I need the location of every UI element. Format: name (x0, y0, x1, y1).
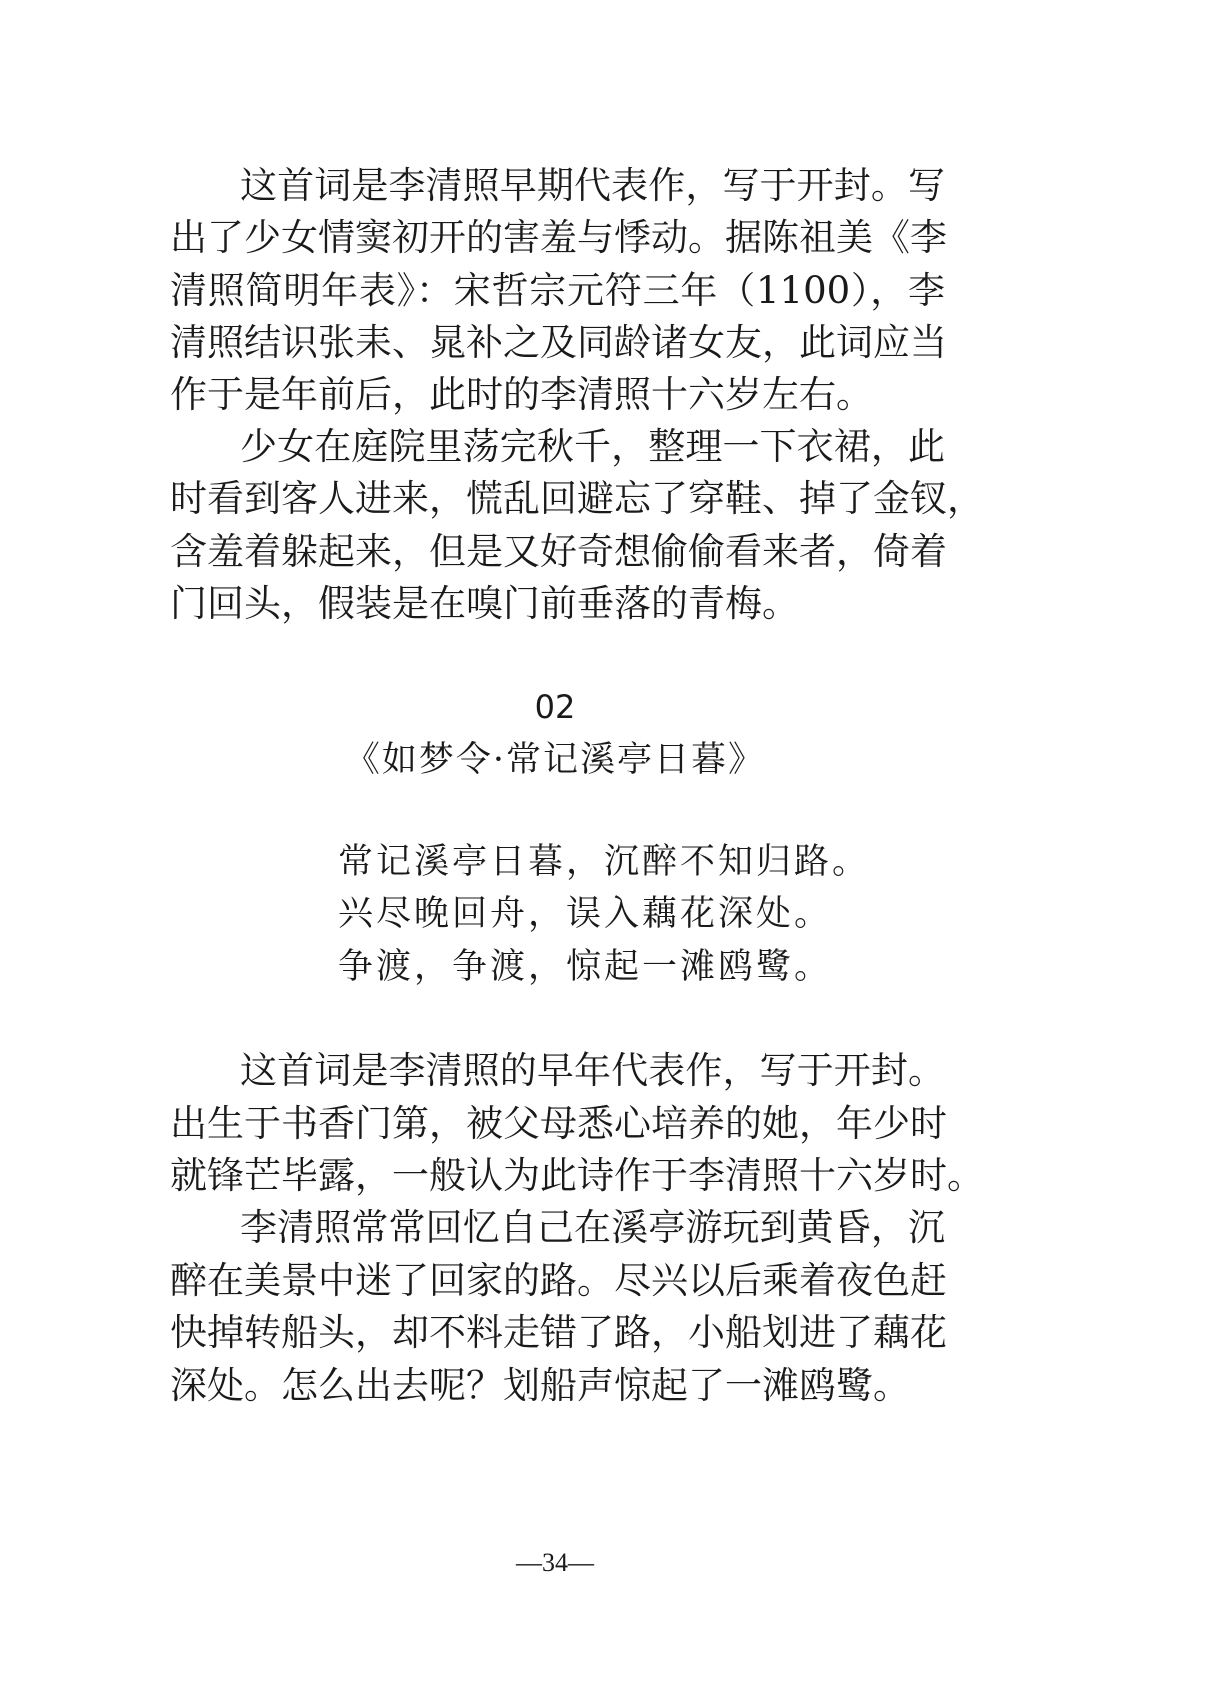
section-number: 02 (534, 688, 576, 726)
text-line: 醉在美景中迷了回家的路。尽兴以后乘着夜色赶 (170, 1259, 947, 1302)
text-line: 门回头，假装是在嗅门前垂落的青梅。 (170, 582, 799, 625)
text-line: 快掉转船头，却不料走错了路，小船划进了藕花 (170, 1311, 947, 1354)
text-line: 清照结识张耒、晁补之及同龄诸女友，此词应当 (170, 321, 947, 364)
text-line: 作于是年前后，此时的李清照十六岁左右。 (170, 373, 873, 416)
text-line: 这首词是李清照的早年代表作，写于开封。 (240, 1049, 945, 1092)
text-line: 就锋芒毕露，一般认为此诗作于李清照十六岁时。 (170, 1154, 984, 1197)
text-line: 李清照常常回忆自己在溪亭游玩到黄昏，沉 (240, 1206, 945, 1249)
text-line: 出生于书香门第，被父母悉心培养的她，年少时 (170, 1102, 947, 1145)
text-line: 少女在庭院里荡完秋千，整理一下衣裙，此 (240, 425, 945, 468)
poem-line: 争渡，争渡，惊起一滩鸥鹭。 (338, 947, 833, 987)
text-line: 深处。怎么出去呢？划船声惊起了一滩鸥鹭。 (170, 1364, 910, 1407)
text-line: 时看到客人进来，慌乱回避忘了穿鞋、掉了金钗， (170, 477, 984, 520)
text-line: 这首词是李清照早期代表作，写于开封。写 (240, 164, 945, 207)
text-line: 含羞着躲起来，但是又好奇想偷偷看来者，倚着 (170, 530, 947, 573)
poem-line: 兴尽晚回舟，误入藕花深处。 (338, 894, 833, 934)
text-line: 出了少女情窦初开的害羞与悸动。据陈祖美《李 (170, 216, 947, 259)
text-line: 清照简明年表》：宋哲宗元符三年（1100），李 (170, 269, 945, 312)
poem-line: 常记溪亭日暮，沉醉不知归路。 (338, 842, 871, 882)
page-number: —34— (516, 1548, 594, 1577)
poem-title: 《如梦令·常记溪亭日暮》 (344, 740, 766, 780)
